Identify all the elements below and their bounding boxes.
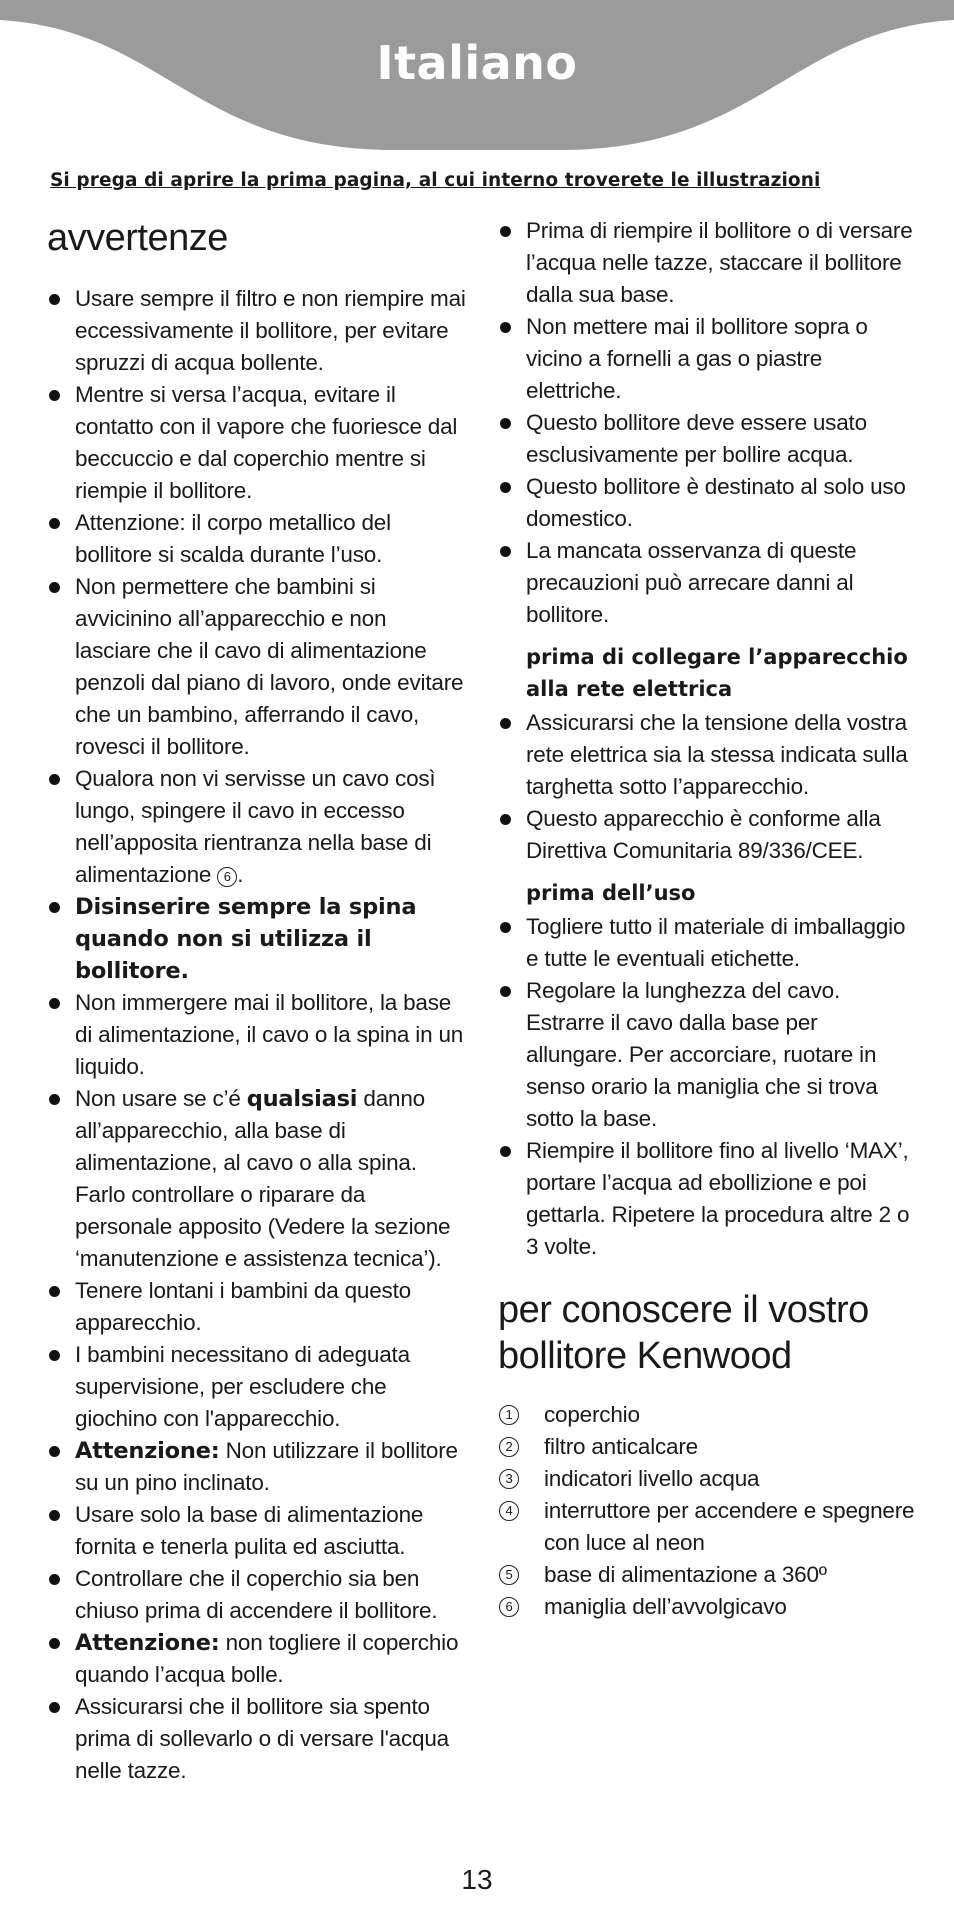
right-column <box>498 215 918 1623</box>
list-item: Questo bollitore è destinato al solo uso domestico. <box>498 471 918 535</box>
warnings-title: avvertenze <box>47 217 228 259</box>
part-item: 6 maniglia dell’avvolgicavo <box>498 1591 918 1623</box>
list-item: Prima di riempire il bollitore o di versare l’acqua nelle tazze, staccare il bollitore dalla sua base. <box>498 215 918 311</box>
left-column <box>47 215 467 1787</box>
list-item: Non usare se c’é qualsiasi danno all’apparecchio, alla base di alimentazione, al cavo o alla spina. Farlo controllare o riparare da personale apposito (Vedere la sezione ‘manutenzione e assistenza tecnica’). <box>47 1083 467 1275</box>
part-number: 1 <box>499 1405 519 1425</box>
part-item: 2 filtro anticalcare <box>498 1431 918 1463</box>
before-connecting-title: prima di collegare l’apparecchio alla rete elettrica <box>526 645 908 701</box>
list-item: Attenzione: non togliere il coperchio quando l’acqua bolle. <box>47 1627 467 1691</box>
know-kettle-title: per conoscere il vostro bollitore Kenwood <box>498 1289 869 1377</box>
list-item: Attenzione: Non utilizzare il bollitore su un pino inclinato. <box>47 1435 467 1499</box>
part-number: 2 <box>499 1437 519 1457</box>
list-item: Attenzione: il corpo metallico del bollitore si scalda durante l’uso. <box>47 507 467 571</box>
list-item: Non permettere che bambini si avvicinino all’apparecchio e non lasciare che il cavo di alimentazione penzoli dal piano di lavoro, onde evitare che un bambino, afferrando il cavo, rovesci il bollitore. <box>47 571 467 763</box>
list-item: Disinserire sempre la spina quando non si utilizza il bollitore. <box>47 891 467 987</box>
part-item: 1 coperchio <box>498 1399 918 1431</box>
before-connecting-list <box>498 707 918 867</box>
part-number: 4 <box>499 1501 519 1521</box>
list-item: Assicurarsi che la tensione della vostra rete elettrica sia la stessa indicata sulla targhetta sotto l’apparecchio. <box>498 707 918 803</box>
list-item: La mancata osservanza di queste precauzioni può arrecare danni al bollitore. <box>498 535 918 631</box>
list-item: Non immergere mai il bollitore, la base di alimentazione, il cavo o la spina in un liquido. <box>47 987 467 1083</box>
before-use-title: prima dell’uso <box>526 881 696 905</box>
illustrations-notice: Si prega di aprire la prima pagina, al cui interno troverete le illustrazioni <box>50 170 821 191</box>
part-number: 5 <box>499 1565 519 1585</box>
parts-list <box>498 1399 918 1623</box>
list-item: Questo bollitore deve essere usato esclusivamente per bollire acqua. <box>498 407 918 471</box>
list-item: Usare solo la base di alimentazione fornita e tenerla pulita ed asciutta. <box>47 1499 467 1563</box>
part-number: 6 <box>499 1597 519 1617</box>
list-item: Qualora non vi servisse un cavo così lungo, spingere il cavo in eccesso nell’apposita rientranza nella base di alimentazione 6 . <box>47 763 467 891</box>
language-title: Italiano <box>376 36 578 90</box>
list-item: Questo apparecchio è conforme alla Direttiva Comunitaria 89/336/CEE. <box>498 803 918 867</box>
list-item: Regolare la lunghezza del cavo. Estrarre il cavo dalla base per allungare. Per accorciare, ruotare in senso orario la maniglia che si trova sotto la base. <box>498 975 918 1135</box>
warnings-list <box>47 283 467 1787</box>
list-item: Mentre si versa l’acqua, evitare il contatto con il vapore che fuoriesce dal beccuccio e dal coperchio mentre si riempie il bollitore. <box>47 379 467 507</box>
list-item: Togliere tutto il materiale di imballaggio e tutte le eventuali etichette. <box>498 911 918 975</box>
warnings-list-continued <box>498 215 918 631</box>
list-item: Riempire il bollitore fino al livello ‘MAX’, portare l’acqua ad ebollizione e poi gettarla. Ripetere la procedura altre 2 o 3 volte. <box>498 1135 918 1263</box>
list-item: Tenere lontani i bambini da questo apparecchio. <box>47 1275 467 1339</box>
list-item: I bambini necessitano di adeguata supervisione, per escludere che giochino con l'apparecchio. <box>47 1339 467 1435</box>
list-item: Controllare che il coperchio sia ben chiuso prima di accendere il bollitore. <box>47 1563 467 1627</box>
list-item: Non mettere mai il bollitore sopra o vicino a fornelli a gas o piastre elettriche. <box>498 311 918 407</box>
part-item: 4 interruttore per accendere e spegnere con luce al neon <box>498 1495 918 1559</box>
page-number: 13 <box>461 1864 493 1895</box>
list-item: Usare sempre il filtro e non riempire mai eccessivamente il bollitore, per evitare spruzzi di acqua bollente. <box>47 283 467 379</box>
before-use-list <box>498 911 918 1263</box>
ref-number-6: 6 <box>217 867 237 887</box>
list-item: Assicurarsi che il bollitore sia spento prima di sollevarlo o di versare l'acqua nelle tazze. <box>47 1691 467 1787</box>
part-number: 3 <box>499 1469 519 1489</box>
part-item: 3 indicatori livello acqua <box>498 1463 918 1495</box>
part-item: 5 base di alimentazione a 360º <box>498 1559 918 1591</box>
